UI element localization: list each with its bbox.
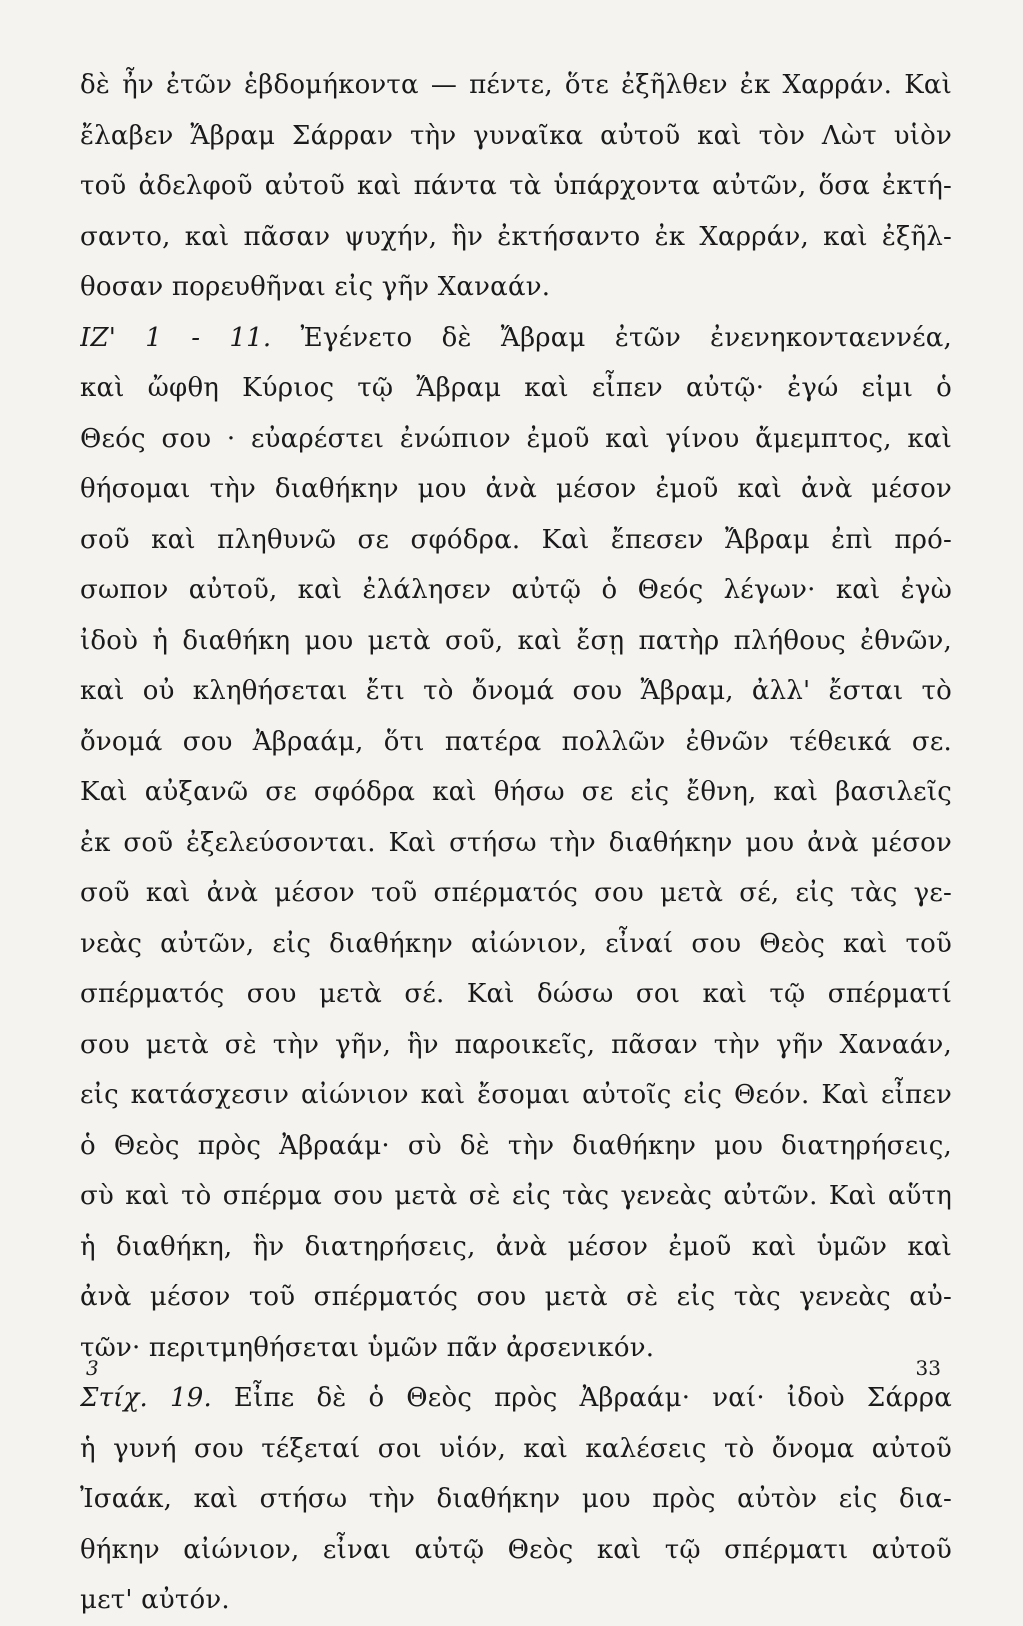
text-line: θήκην αἰώνιον, εἶναι αὐτῷ Θεὸς καὶ τῷ σπέρματι αὐτοῦ (80, 1534, 952, 1565)
text-line: σαντο, καὶ πᾶσαν ψυχήν, ἣν ἐκτήσαντο ἐκ Χαρράν, καὶ ἐξῆλ- (80, 221, 952, 252)
verse-reference: ΙΖ' 1 - 11. (80, 322, 272, 353)
text-line: ἔλαβεν Ἄβραμ Σάρραν τὴν γυναῖκα αὐτοῦ καὶ τὸν Λὼτ υἱὸν (80, 120, 952, 151)
text-line: σοῦ καὶ ἀνὰ μέσον τοῦ σπέρματός σου μετὰ σέ, εἰς τὰς γε- (80, 878, 952, 908)
text-line: μετ' αὐτόν. (80, 1585, 230, 1615)
text-line: ἀνὰ μέσον τοῦ σπέρματός σου μετὰ σὲ εἰς τὰς γενεὰς αὐ- (80, 1282, 952, 1312)
text-line: ἐκ σοῦ ἐξελεύσονται. Καὶ στήσω τὴν διαθήκην μου ἀνὰ μέσον (80, 827, 952, 858)
text-line: τῶν· περιτμηθήσεται ὑμῶν πᾶν ἀρσενικόν. (80, 1332, 655, 1363)
text-line: σπέρματός σου μετὰ σέ. Καὶ δώσω σοι καὶ τῷ σπέρματί (80, 979, 952, 1009)
text-line: θοσαν πορευθῆναι εἰς γῆν Χαναάν. (80, 272, 551, 302)
text-line: Ἰσαάκ, καὶ στήσω τὴν διαθήκην μου πρὸς αὐτὸν εἰς δια- (80, 1484, 952, 1514)
text-line: σὺ καὶ τὸ σπέρμα σου μετὰ σὲ εἰς τὰς γενεὰς αὐτῶν. Καὶ αὕτη (80, 1181, 952, 1211)
verse-reference: Στίχ. 19. (80, 1383, 212, 1413)
text-line: σου μετὰ σὲ τὴν γῆν, ἣν παροικεῖς, πᾶσαν τὴν γῆν Χαναάν, (80, 1029, 952, 1060)
text-line: τοῦ ἀδελφοῦ αὐτοῦ καὶ πάντα τὰ ὑπάρχοντα αὐτῶν, ὅσα ἐκτή- (80, 171, 952, 201)
page-number: 33 (915, 1356, 941, 1380)
text-line: καὶ οὐ κληθήσεται ἔτι τὸ ὄνομά σου Ἄβραμ, ἀλλ' ἔσται τὸ (80, 676, 952, 706)
text-fragment: Εἶπε δὲ ὁ Θεὸς πρὸς Ἀβραάμ· ναί· ἰδοὺ Σάρρα (233, 1383, 952, 1413)
text-line: ἰδοὺ ἡ διαθήκη μου μετὰ σοῦ, καὶ ἔσῃ πατὴρ πλήθους ἐθνῶν, (80, 625, 952, 656)
text-line: εἰς κατάσχεσιν αἰώνιον καὶ ἔσομαι αὐτοῖς εἰς Θεόν. Καὶ εἶπεν (80, 1080, 952, 1110)
text-line: θήσομαι τὴν διαθήκην μου ἀνὰ μέσον ἐμοῦ καὶ ἀνὰ μέσον (80, 474, 952, 504)
text-line: ὁ Θεὸς πρὸς Ἀβραάμ· σὺ δὲ τὴν διαθήκην μου διατηρήσεις, (80, 1130, 952, 1161)
text-line: σοῦ καὶ πληθυνῶ σε σφόδρα. Καὶ ἔπεσεν Ἄβραμ ἐπὶ πρό- (80, 524, 952, 555)
section-heading-line (80, 313, 952, 364)
text-line: ἡ γυνή σου τέξεταί σοι υἱόν, καὶ καλέσεις τὸ ὄνομα αὐτοῦ (80, 1433, 952, 1464)
text-line: δὲ ἦν ἐτῶν ἑβδομήκοντα — πέντε, ὅτε ἐξῆλθεν ἐκ Χαρράν. Καὶ (80, 70, 952, 100)
text-line: ὄνομά σου Ἀβραάμ, ὅτι πατέρα πολλῶν ἐθνῶν τέθεικά σε. (80, 726, 952, 757)
signature-mark: 3 (86, 1356, 99, 1380)
main-text (80, 60, 952, 1626)
text-line: ἡ διαθήκη, ἣν διατηρήσεις, ἀνὰ μέσον ἐμοῦ καὶ ὑμῶν καὶ (80, 1231, 952, 1262)
text-line: νεὰς αὐτῶν, εἰς διαθήκην αἰώνιον, εἶναί σου Θεὸς καὶ τοῦ (80, 928, 952, 959)
text-line: Θεός σου · εὐαρέστει ἐνώπιον ἐμοῦ καὶ γίνου ἄμεμπτος, καὶ (80, 423, 952, 454)
text-fragment: Ἐγένετο δὲ Ἄβραμ ἐτῶν ἐνενηκονταεννέα, (300, 322, 952, 353)
text-line: σωπον αὐτοῦ, καὶ ἐλάλησεν αὐτῷ ὁ Θεός λέγων· καὶ ἐγὼ (80, 575, 952, 605)
section-heading-line (80, 1373, 952, 1424)
text-line: Καὶ αὐξανῶ σε σφόδρα καὶ θήσω σε εἰς ἔθνη, καὶ βασιλεῖς (80, 777, 952, 807)
text-line: καὶ ὤφθη Κύριος τῷ Ἄβραμ καὶ εἶπεν αὐτῷ· ἐγώ εἰμι ὁ (80, 373, 952, 403)
